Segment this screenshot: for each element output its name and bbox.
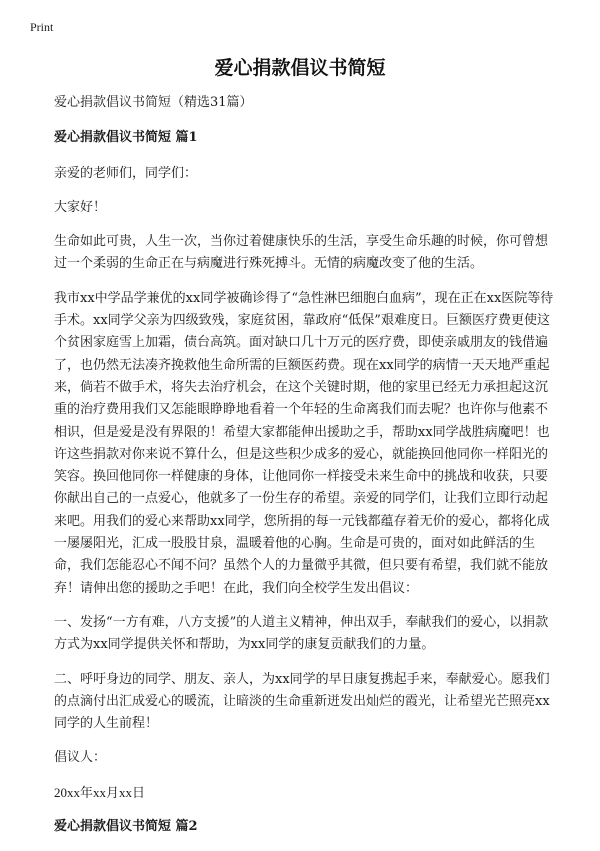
paragraph-1: 生命如此可贵，人生一次，当你过着健康快乐的生活，享受生命乐趣的时候，你可曾想过一个柔弱的生命正在与病魔进行殊死搏斗。无情的病魔改变了他的生活。: [54, 234, 549, 272]
document-body: [54, 92, 554, 851]
paragraph-3: 一、发扬“一方有难，八方支援”的人道主义精神，伸出双手，奉献我们的爱心，以捐款方式为xx同学提供关怀和帮助，为xx同学的康复贡献我们的力量。: [54, 614, 549, 653]
document-subtitle: 爱心捐款倡议书简短（精选31篇）: [54, 95, 253, 110]
print-link[interactable]: Print: [30, 20, 54, 34]
signature-label: 倡议人：: [54, 750, 107, 766]
section-heading-2: 爱心捐款倡议书简短 篇2: [54, 819, 198, 835]
section-heading-1: 爱心捐款倡议书简短 篇1: [54, 130, 198, 146]
salutation: 大家好！: [54, 199, 107, 215]
greeting: 亲爱的老师们，同学们：: [54, 165, 198, 181]
paragraph-2: 我市xx中学品学兼优的xx同学被确诊得了“急性淋巴细胞白血病”，现在正在xx医院等待手术。xx同学父亲为四级致残，家庭贫困，靠政府“低保”艰难度日。巨额医疗费更使这个贫困家庭雪上加霜，债台高筑。面对缺口几十万元的医疗费，即使亲戚朋友的钱借遍了，也仍然无法凑齐挽救他生命所需的巨额医药费。现在xx同学的病情一天天地严重起来，倘若不做手术，将失去治疗机会，在这个关键时期，他的家里已经无力承担起这沉重的治疗费用我们又怎能眼睁睁地看着一个年轻的生命离我们而去呢？也许你与他素不相识，但是爱是没有界限的！希望大家都能伸出援助之手，帮助xx同学战胜病魔吧！也许这些捐款对你来说不算什么，但是这些积少成多的爱心，就能换回他同你一样阳光的笑容。换回他同你一样健康的身体，让他同你一样接受未来生命中的挑战和收获，只要你献出自己的一点爱心，他就多了一份生存的希望。亲爱的同学们，让我们立即行动起来吧。用我们的爱心来帮助xx同学，您所捐的每一元钱都蕴存着无价的爱心，都将化成一屡屡阳光，汇成一股股甘泉，温暖着他的心胸。生命是可贵的，面对如此鲜活的生命，我们怎能忍心不闻不问？虽然个人的力量微乎其微，但只要有希望，我们就不能放弃！请伸出您的援助之手吧！在此，我们向全校学生发出倡议：: [54, 290, 554, 596]
document-title: 爱心捐款倡议书简短: [214, 57, 386, 79]
paragraph-4: 二、呼吁身边的同学、朋友、亲人，为xx同学的早日康复携起手来，奉献爱心。愿我们的点滴付出汇成爱心的暖流，让暗淡的生命重新迸发出灿烂的霞光，让希望光芒照亮xx同学的人生前程！: [54, 671, 550, 732]
date-line: 20xx年xx月xx日: [54, 784, 146, 800]
